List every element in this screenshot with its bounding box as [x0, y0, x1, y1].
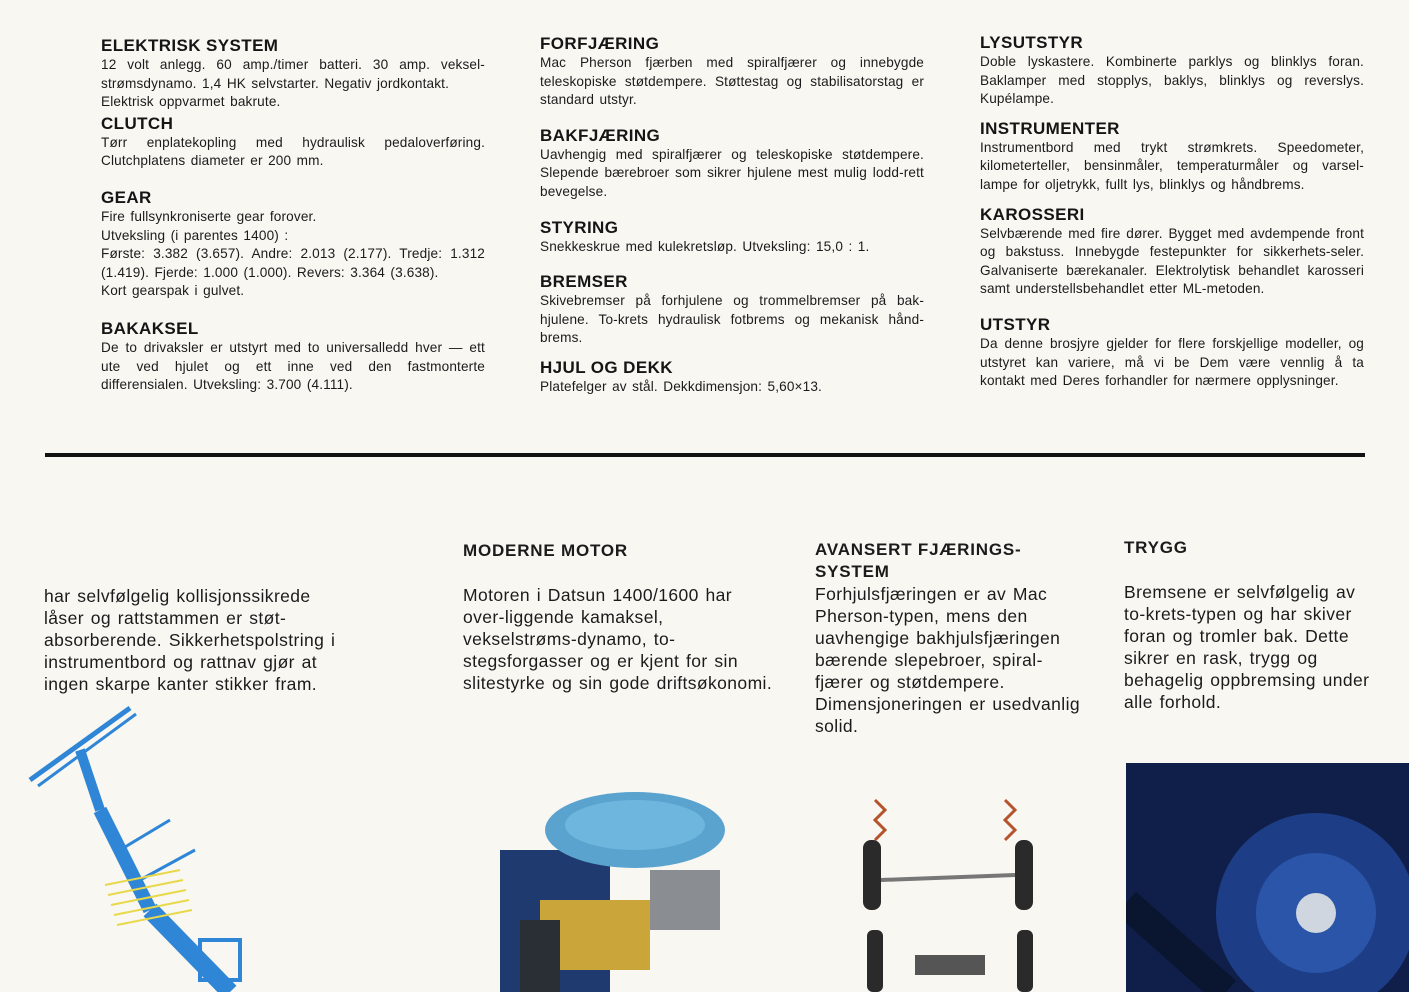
spec-heading: CLUTCH: [101, 113, 174, 133]
spec-column-1: [101, 36, 485, 395]
spec-text: Fire fullsynkroniserte gear forover.: [101, 208, 317, 224]
spec-instrumenter: [980, 119, 1364, 195]
feature-heading: AVANSERT FJÆRINGS-SYSTEM: [815, 540, 1022, 581]
spec-text: Elektrisk oppvarmet bakrute.: [101, 94, 281, 110]
feature-heading: TRYGG: [1124, 538, 1188, 557]
feature-text: Motoren i Datsun 1400/1600 har over-liggende kamaksel, vekselstrøms-dynamo, to-stegsforgasser og er kjent for sin slitestyrke og sin gode driftsøkonomi.: [463, 585, 773, 693]
spec-bakfjaering: [540, 126, 924, 202]
spec-text: Kort gearspak i gulvet.: [101, 283, 245, 299]
spec-heading: HJUL OG DEKK: [540, 357, 673, 377]
spec-column-3: [980, 33, 1364, 391]
spec-text: Doble lyskastere. Kombinerte parklys og blinklys foran. Baklamper med stopplys, baklys, blinklys og reverslys. Kupélampe.: [980, 54, 1364, 107]
spec-heading: BREMSER: [540, 272, 628, 292]
feature-heading: MODERNE MOTOR: [463, 541, 628, 560]
brake-disc-illustration: [1126, 763, 1409, 992]
spec-elektrisk-system: [101, 36, 485, 112]
spec-styring: [540, 218, 924, 257]
spec-heading: KAROSSERI: [980, 204, 1085, 224]
spec-lysutstyr: [980, 33, 1364, 109]
spec-heading: GEAR: [101, 187, 152, 207]
spec-heading: UTSTYR: [980, 314, 1051, 334]
spec-text: Utveksling (i parentes 1400) :: [101, 227, 289, 243]
feature-motor: [463, 540, 778, 694]
spec-text: Første: 3.382 (3.657). Andre: 2.013 (2.177). Tredje: 1.312 (1.419). Fjerde: 1.000 (1.000). Revers: 3.364 (3.638).: [101, 246, 485, 280]
feature-brakes: [1124, 537, 1374, 713]
spec-bakaksel: [101, 319, 485, 395]
spec-forfjaering: [540, 34, 924, 110]
spec-hjul-og-dekk: [540, 358, 924, 397]
spec-text: De to drivaksler er utstyrt med to universalledd hver — ett ute ved hjulet og ett inne ved den fastmonterte differensialen. Utveksling: 3.700 (4.111).: [101, 339, 485, 393]
spec-heading: BAKAKSEL: [101, 318, 199, 338]
spec-text: Uavhengig med spiralfjærer og teleskopiske støtdempere. Slepende bærebroer som sikrer hjulene mest mulig lodd-rett bevegelse.: [540, 146, 924, 199]
section-divider: [45, 453, 1365, 457]
spec-karosseri: [980, 205, 1364, 299]
spec-text: Da denne brosjyre gjelder for flere forskjellige modeller, og utstyret kan variere, må vi be Dem være vennlig å ta kontakt med Deres forhandler for nærmere opplysninger.: [980, 335, 1364, 389]
steering-column-illustration: [20, 700, 280, 992]
feature-safety: [44, 585, 354, 695]
spec-heading: INSTRUMENTER: [980, 118, 1120, 138]
spec-bremser: [540, 272, 924, 348]
spec-column-2: [540, 34, 924, 397]
engine-illustration: [470, 790, 740, 992]
spec-heading: STYRING: [540, 217, 619, 237]
spec-heading: ELEKTRISK SYSTEM: [101, 36, 279, 55]
feature-text: Forhjulsfjæringen er av Mac Pherson-typen, mens den uavhengige bakhjulsfjæringen bærende slepebroer, spiral-fjærer og støtdempere. Dimensjoneringen er usedvanlig solid.: [815, 584, 1081, 736]
suspension-illustration: [855, 790, 1045, 992]
feature-text: har selvfølgelig kollisjonssikrede låser og rattstammen er støt-absorberende. Sikkerhetspolstring i instrumentbord og rattnav gjør at ingen skarpe kanter stikker fram.: [44, 586, 336, 694]
spec-text: Selvbærende med fire dører. Bygget med avdempende front og bakstuss. Innebygde festepunkter for sikkerhets-seler. Galvaniserte bærekanaler. Elektrolytisk behandlet karosseri samt understellsbehandlet etter ML-metoden.: [980, 225, 1364, 297]
spec-text: Skivebremser på forhjulene og trommelbremser på bak-hjulene. To-krets hydraulisk fotbrems og mekanisk hånd-brems.: [540, 293, 924, 346]
spec-text: Snekkeskrue med kulekretsløp. Utveksling: 15,0 : 1.: [540, 238, 870, 254]
spec-clutch: [101, 114, 485, 171]
spec-heading: FORFJÆRING: [540, 34, 660, 53]
spec-text: Mac Pherson fjærben med spiralfjærer og innebygde teleskopiske støtdempere. Støttestag og stabilisatorstag er standard utstyr.: [540, 55, 924, 108]
spec-heading: LYSUTSTYR: [980, 33, 1084, 52]
feature-text: Bremsene er selvfølgelig av to-krets-typen og har skiver foran og tromler bak. Dette sikrer en rask, trygg og behagelig oppbremsing under alle forhold.: [1124, 582, 1370, 712]
spec-text: 12 volt anlegg. 60 amp./timer batteri. 30 amp. veksel-strømsdynamo. 1,4 HK selvstarter. Negativ jordkontakt.: [101, 57, 485, 91]
feature-suspension: [815, 539, 1087, 737]
spec-gear: [101, 188, 485, 301]
spec-utstyr: [980, 315, 1364, 391]
spec-text: Tørr enplatekopling med hydraulisk pedaloverføring. Clutchplatens diameter er 200 mm.: [101, 134, 485, 169]
spec-heading: BAKFJÆRING: [540, 125, 661, 145]
spec-text: Platefelger av stål. Dekkdimensjon: 5,60×13.: [540, 378, 822, 394]
spec-text: Instrumentbord med trykt strømkrets. Speedometer, kilometerteller, bensinmåler, temperaturmåler og varsel-lampe for oljetrykk, fullt lys, blinklys og håndbrems.: [980, 139, 1364, 192]
